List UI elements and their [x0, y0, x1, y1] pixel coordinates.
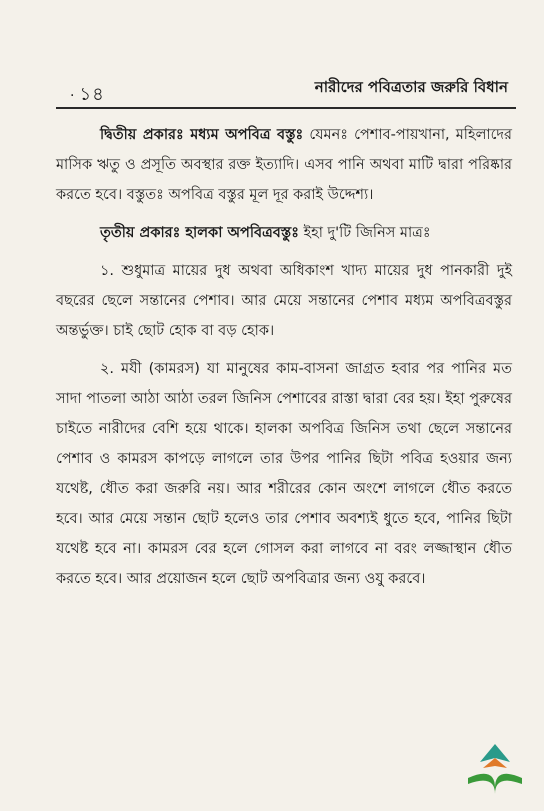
page-header — [0, 70, 544, 110]
header-rule — [56, 107, 516, 109]
dot-mark: . — [70, 84, 76, 100]
paragraph-item-one: ১. শুধুমাত্র মায়ের দুধ অথবা অধিকাংশ খাদ্য মায়ের দুধ পানকারী দুই বছরের ছেলে সন্তানের পেশাব। আর মেয়ে সন্তানের পেশাব মধ্যম অপবিত্রবস্তুর অন্তর্ভুক্ত। চাই ছোট হোক বা বড় হোক। — [56, 263, 512, 339]
second-type-text: যেমনঃ পেশাব-পায়খানা, মহিলাদের মাসিক ঋতু ও প্রসূতি অবস্থার রক্ত ইত্যাদি। এসব পানি অথবা মাটি দ্বারা পরিষ্কার করতে হবে। বস্তুতঃ অপবিত্র বস্তুর মূল দূর করাই উদ্দেশ্য। — [56, 127, 512, 203]
paragraph-item-two: ২. মযী (কামরস) যা মানুষের কাম-বাসনা জাগ্রত হবার পর পানির মত সাদা পাতলা আঠা আঠা তরল জিনিস পেশাবের রাস্তা দ্বারা বের হয়। ইহা পুরুষের চাইতে নারীদের বেশি হয়ে থাকে। হালকা অপবিত্র জিনিস তথা ছেলে সন্তানের পেশাব ও কামরস কাপড়ে লাগলে তার উপর পানির ছিটা পবিত্র হওয়ার জন্য যথেষ্ট, ধৌত করা জরুরি নয়। আর শরীরের কোন অংশে লাগলে ধৌত করতে হবে। আর মেয়ে সন্তান ছোট হলেও তার পেশাব অবশ্যই ধুতে হবে, পানির ছিটা যথেষ্ট হবে না। কামরস বের হলে গোসল করা লাগবে না বরং লজ্জাস্থান ধৌত করতে হবে। আর প্রয়োজন হলে ছোট অপবিত্রার জন্য ওযু করবে। — [56, 361, 512, 587]
book-logo-icon — [460, 740, 530, 800]
running-title: নারীদের পবিত্রতার জরুরি বিধান — [314, 78, 508, 96]
third-type-text: ইহা দু'টি জিনিস মাত্রঃ — [298, 225, 431, 241]
paragraph-third-type — [56, 218, 512, 248]
paragraph-second-type — [56, 120, 512, 210]
second-type-label: দ্বিতীয় প্রকারঃ মধ্যম অপবিত্র বস্তুঃ — [100, 127, 304, 143]
page-number-text: ১৪ — [79, 84, 105, 105]
body-text — [56, 120, 512, 602]
third-type-label: তৃতীয় প্রকারঃ হালকা অপবিত্রবস্তুঃ — [100, 225, 299, 241]
